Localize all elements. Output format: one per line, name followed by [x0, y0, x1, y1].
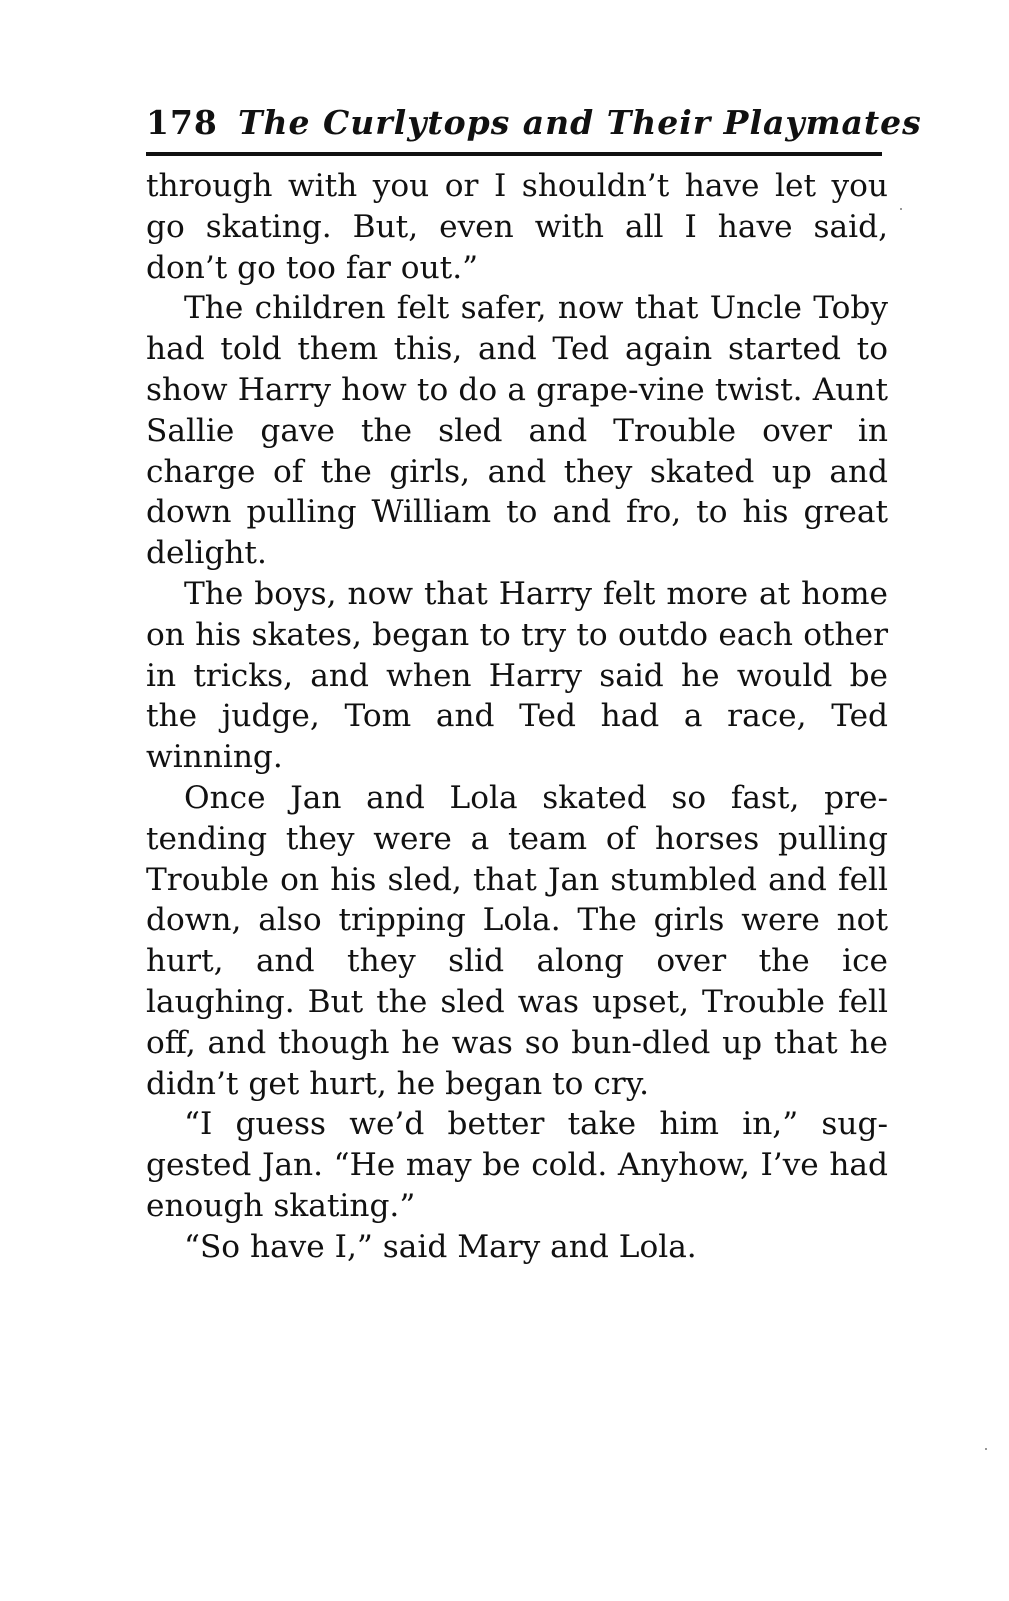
paragraph-1: through with you or I shouldn’t have let you go skating. But, even with all I have said, don’t go too far out.” — [146, 168, 888, 286]
paragraph-6: “So have I,” said Mary and Lola. — [184, 1228, 697, 1265]
paragraph-4: Once Jan and Lola skated so fast, pre-tending they were a team of horses pulling Trouble on his sled, that Jan stumbled and fell down, also tripping Lola. The girls were not hurt, and they slid along over the ice laughing. But the sled was upset, Trouble fell off, and though he was so bun-dled up that he didn’t get hurt, he began to cry. — [146, 779, 888, 1102]
page-number: 178 — [146, 103, 218, 142]
paragraph-3: The boys, now that Harry felt more at home on his skates, began to try to outdo each other in tricks, and when Harry said he would be the judge, Tom and Ted had a race, Ted winning. — [146, 575, 888, 776]
paragraph-5: “I guess we’d better take him in,” sug-gested Jan. “He may be cold. Anyhow, I’ve had enough skating.” — [146, 1106, 888, 1224]
scan-speck — [985, 1448, 987, 1450]
header-rule — [146, 152, 882, 156]
body-text — [146, 166, 888, 1268]
scan-speck — [900, 208, 902, 210]
paragraph-2: The children felt safer, now that Uncle Toby had told them this, and Ted again started to show Harry how to do a grape-vine twist. Aunt Sallie gave the sled and Trouble over in charge of the girls, and they skated up and down pulling William to and fro, to his great delight. — [146, 290, 888, 572]
running-head — [146, 98, 922, 148]
book-title: The Curlytops and Their Playmates — [238, 103, 922, 142]
book-page — [146, 98, 922, 1265]
